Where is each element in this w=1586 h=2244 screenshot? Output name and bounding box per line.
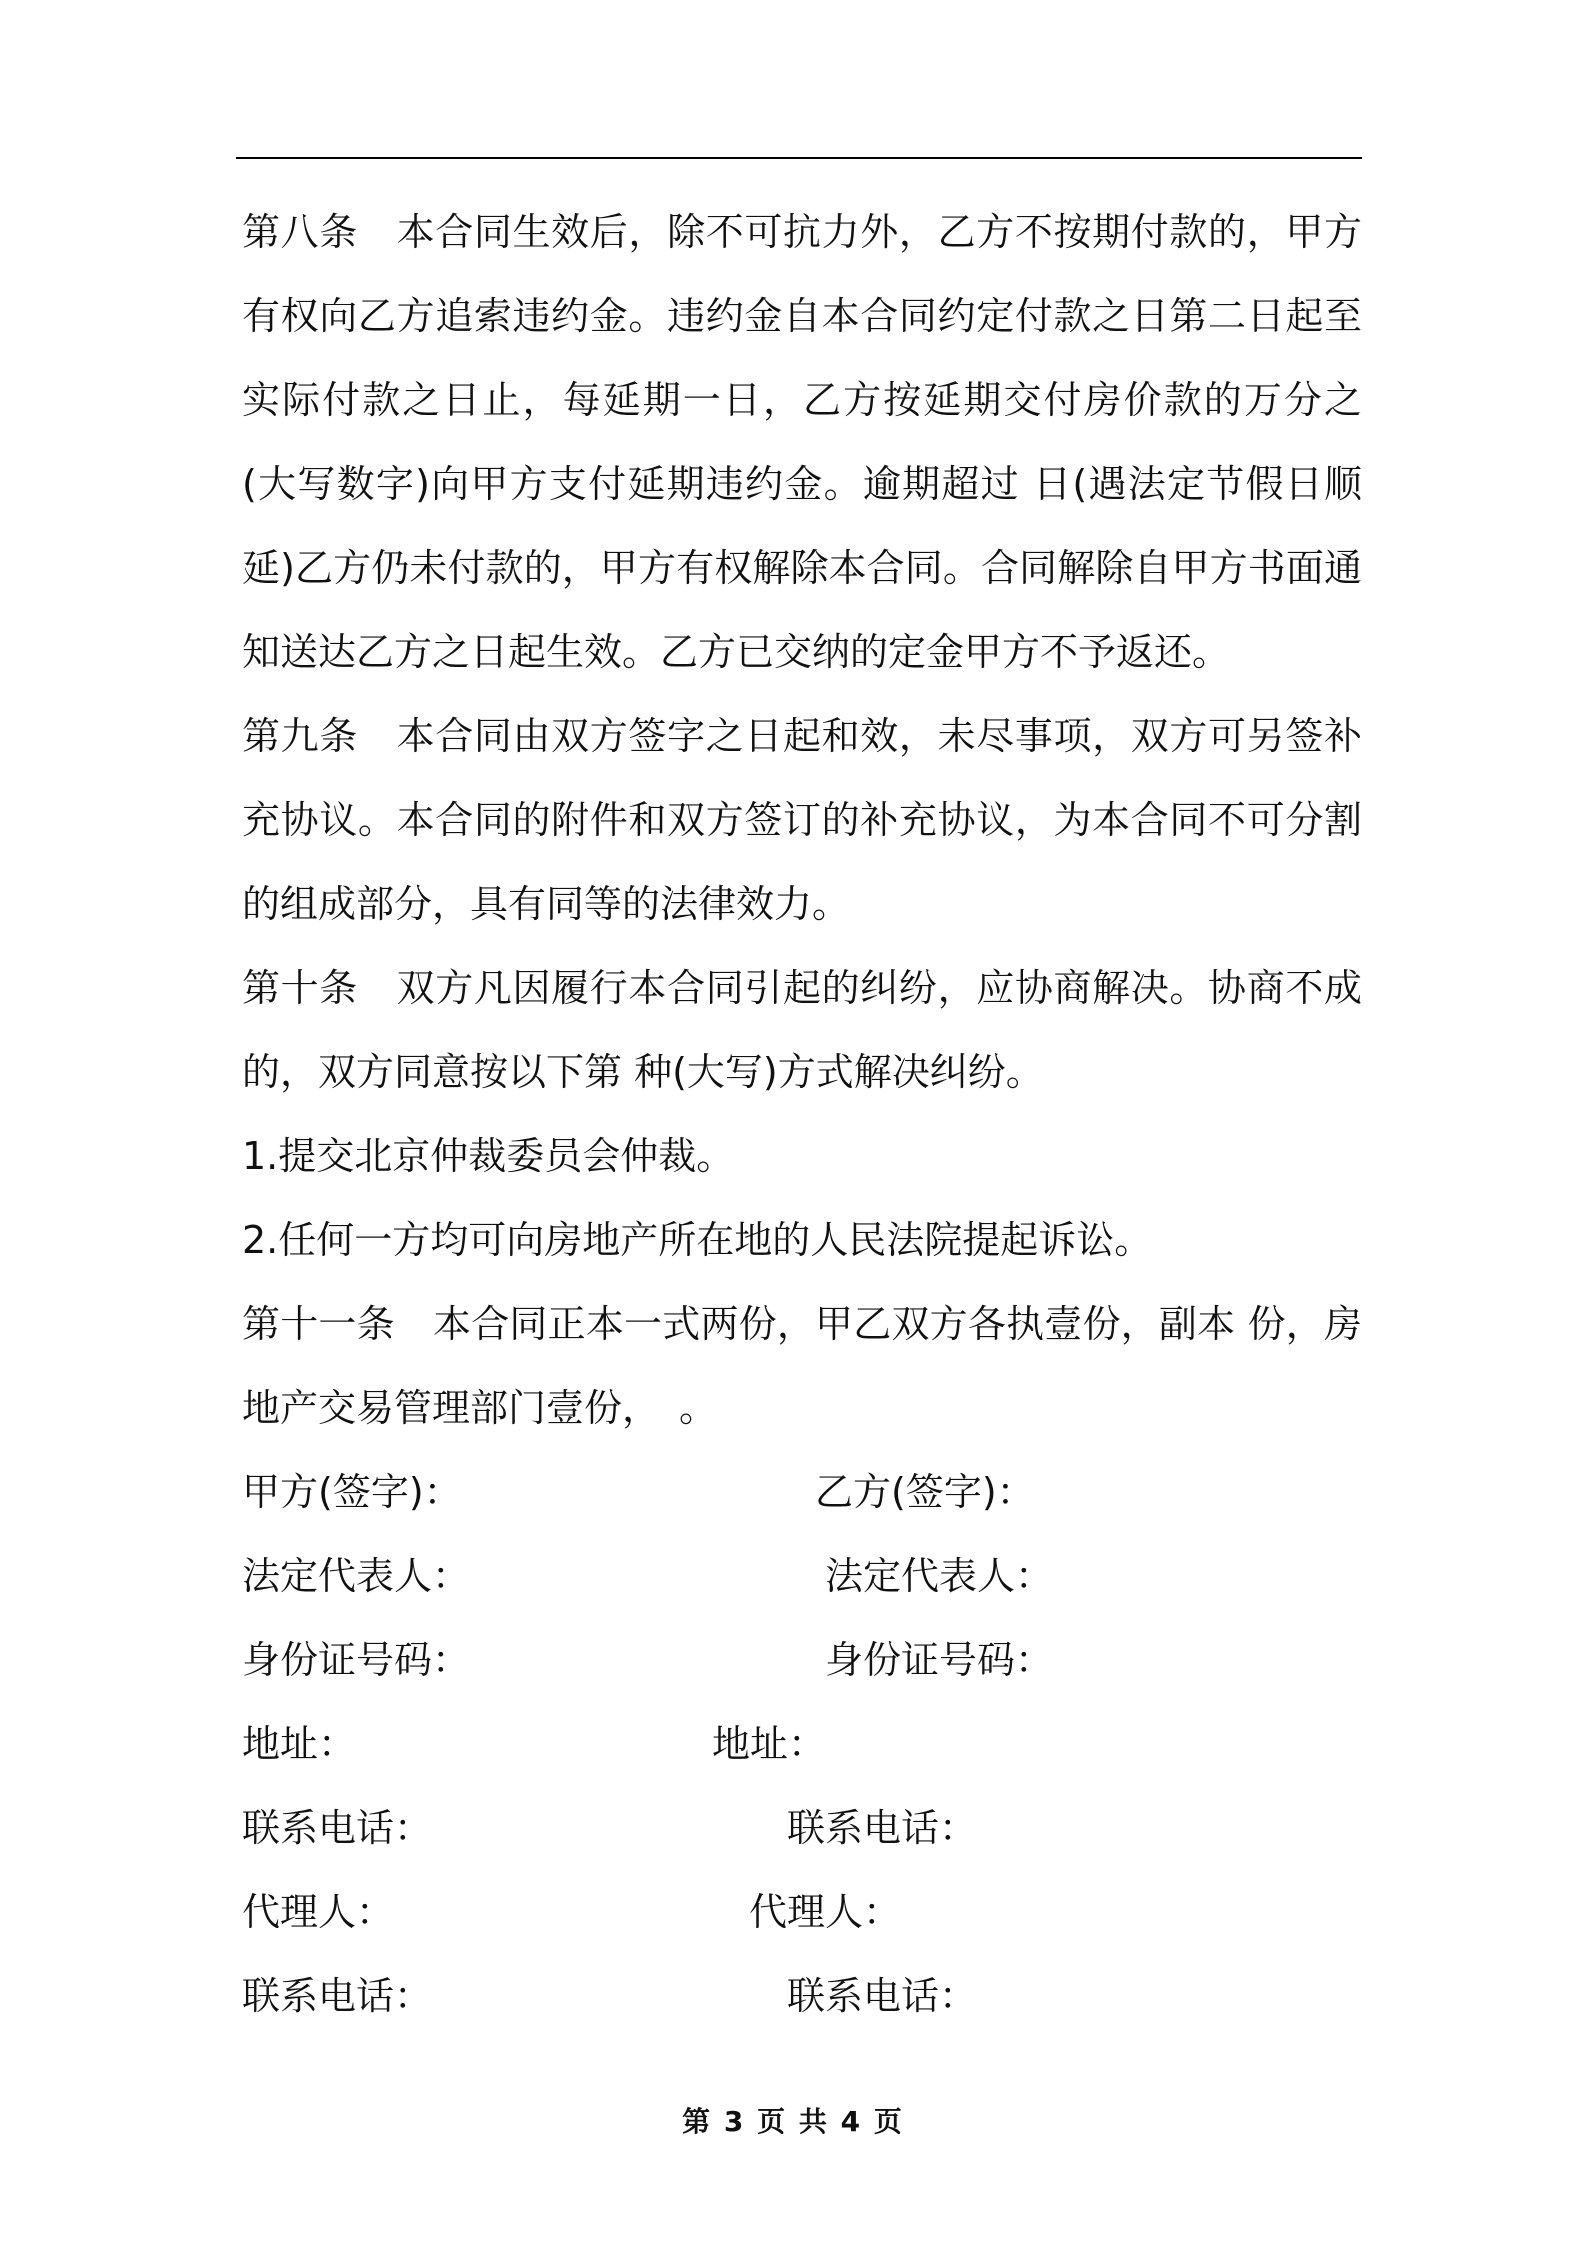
party-a-address-label: 地址： [242, 1722, 357, 1766]
signature-row [242, 1618, 1362, 1702]
party-a-legal-rep-label: 法定代表人： [242, 1554, 471, 1598]
party-a-agent-label: 代理人： [242, 1890, 395, 1934]
article-10: 第十条 双方凡因履行本合同引起的纠纷，应协商解决。协商不成的，双方同意按以下第 种(大写)方式解决纠纷。 [242, 966, 1362, 1094]
signature-block [242, 1450, 1362, 2038]
option-1: 1.提交北京仲裁委员会仲裁。 [242, 1134, 735, 1178]
header-rule [236, 157, 1362, 159]
document-body [242, 190, 1362, 2038]
party-b-agent-phone-label: 联系电话： [787, 1974, 978, 2018]
article-11: 第十一条 本合同正本一式两份，甲乙双方各执壹份，副本 份，房地产交易管理部门壹份， 。 [242, 1302, 1362, 1430]
article-8: 第八条 本合同生效后，除不可抗力外，乙方不按期付款的，甲方有权向乙方追索违约金。违约金自本合同约定付款之日第二日起至实际付款之日止，每延期一日，乙方按延期交付房价款的万分之 (大写数字)向甲方支付延期违约金。逾期超过 日(遇法定节假日顺延)乙方仍未付款的，甲方有权解除本合同。合同解除自甲方书面通知送达乙方之日起生效。乙方已交纳的定金甲方不予返还。 [242, 210, 1362, 674]
party-a-signature-label: 甲方(签字)： [242, 1470, 462, 1514]
party-a-agent-phone-label: 联系电话： [242, 1974, 433, 2018]
signature-row [242, 1870, 1362, 1954]
party-b-legal-rep-label: 法定代表人： [825, 1554, 1054, 1598]
signature-row [242, 1702, 1362, 1786]
signature-row [242, 1534, 1362, 1618]
party-b-id-label: 身份证号码： [825, 1638, 1054, 1682]
signature-row [242, 1954, 1362, 2038]
option-2: 2.任何一方均可向房地产所在地的人民法院提起诉讼。 [242, 1218, 1153, 1262]
party-a-id-label: 身份证号码： [242, 1638, 471, 1682]
page-number: 第 3 页 共 4 页 [682, 2105, 904, 2138]
party-b-signature-label: 乙方(签字)： [815, 1470, 1035, 1514]
signature-row [242, 1786, 1362, 1870]
party-b-address-label: 地址： [712, 1722, 827, 1766]
article-9: 第九条 本合同由双方签字之日起和效，未尽事项，双方可另签补充协议。本合同的附件和双方签订的补充协议，为本合同不可分割的组成部分，具有同等的法律效力。 [242, 714, 1362, 926]
signature-row [242, 1450, 1362, 1534]
party-b-phone-label: 联系电话： [787, 1806, 978, 1850]
party-b-agent-label: 代理人： [749, 1890, 902, 1934]
party-a-phone-label: 联系电话： [242, 1806, 433, 1850]
